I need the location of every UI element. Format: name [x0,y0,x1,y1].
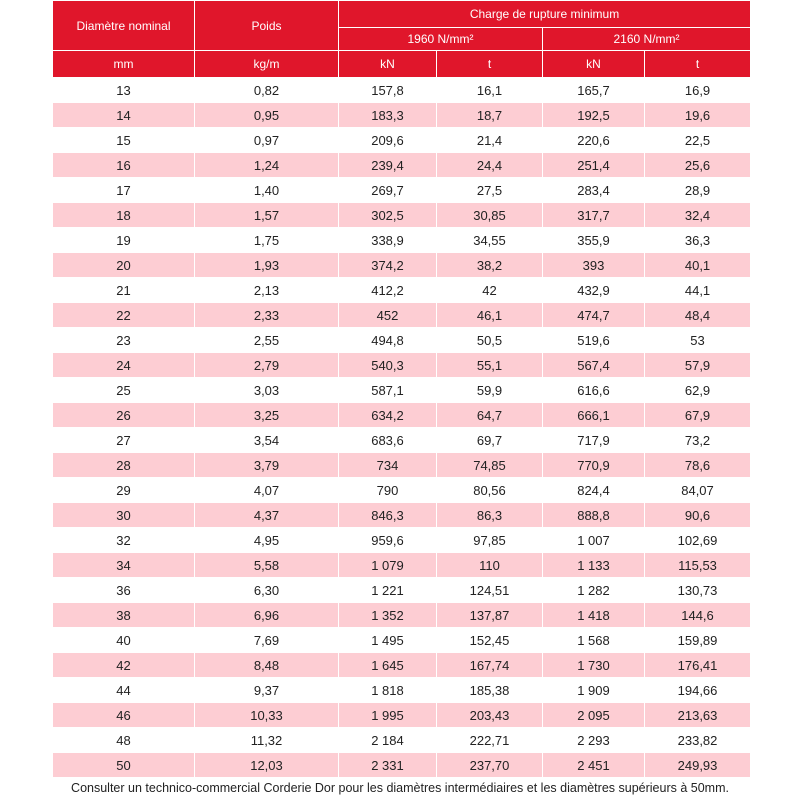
unit-kn-2160: kN [543,51,645,78]
kn-2160-cell: 1 282 [543,578,645,603]
poids-cell: 9,37 [195,678,339,703]
t-2160-cell: 78,6 [645,453,751,478]
kn-2160-cell: 432,9 [543,278,645,303]
t-1960-cell: 74,85 [437,453,543,478]
kn-1960-cell: 634,2 [339,403,437,428]
header-diametre-nominal: Diamètre nominal [53,1,195,51]
poids-cell: 12,03 [195,753,339,778]
kn-2160-cell: 1 730 [543,653,645,678]
diametre-cell: 16 [53,153,195,178]
kn-2160-cell: 251,4 [543,153,645,178]
t-1960-cell: 42 [437,278,543,303]
t-2160-cell: 19,6 [645,103,751,128]
t-1960-cell: 18,7 [437,103,543,128]
table-row [53,278,751,303]
t-1960-cell: 222,71 [437,728,543,753]
poids-cell: 4,95 [195,528,339,553]
unit-kg-m: kg/m [195,51,339,78]
table-row [53,578,751,603]
poids-cell: 0,95 [195,103,339,128]
unit-t-1960: t [437,51,543,78]
t-1960-cell: 203,43 [437,703,543,728]
table-row [53,78,751,103]
kn-1960-cell: 412,2 [339,278,437,303]
t-2160-cell: 176,41 [645,653,751,678]
diametre-cell: 21 [53,278,195,303]
kn-1960-cell: 338,9 [339,228,437,253]
poids-cell: 2,79 [195,353,339,378]
kn-2160-cell: 888,8 [543,503,645,528]
poids-cell: 1,24 [195,153,339,178]
table-row [53,253,751,278]
t-2160-cell: 130,73 [645,578,751,603]
t-2160-cell: 194,66 [645,678,751,703]
t-2160-cell: 84,07 [645,478,751,503]
t-2160-cell: 73,2 [645,428,751,453]
t-1960-cell: 24,4 [437,153,543,178]
kn-2160-cell: 355,9 [543,228,645,253]
t-1960-cell: 237,70 [437,753,543,778]
kn-2160-cell: 283,4 [543,178,645,203]
t-1960-cell: 167,74 [437,653,543,678]
kn-1960-cell: 157,8 [339,78,437,103]
kn-1960-cell: 1 818 [339,678,437,703]
diametre-cell: 23 [53,328,195,353]
kn-1960-cell: 587,1 [339,378,437,403]
kn-1960-cell: 1 645 [339,653,437,678]
diametre-cell: 36 [53,578,195,603]
poids-cell: 1,75 [195,228,339,253]
poids-cell: 3,79 [195,453,339,478]
header-charge-rupture: Charge de rupture minimum [339,1,751,28]
header-grade-2160: 2160 N/mm² [543,28,751,51]
kn-2160-cell: 1 418 [543,603,645,628]
diametre-cell: 30 [53,503,195,528]
diametre-cell: 27 [53,428,195,453]
diametre-cell: 28 [53,453,195,478]
kn-2160-cell: 317,7 [543,203,645,228]
kn-2160-cell: 1 909 [543,678,645,703]
kn-2160-cell: 666,1 [543,403,645,428]
poids-cell: 4,37 [195,503,339,528]
poids-cell: 4,07 [195,478,339,503]
diametre-cell: 20 [53,253,195,278]
table-row [53,228,751,253]
diametre-cell: 24 [53,353,195,378]
unit-kn-1960: kN [339,51,437,78]
poids-cell: 2,55 [195,328,339,353]
t-2160-cell: 233,82 [645,728,751,753]
t-1960-cell: 152,45 [437,628,543,653]
table-row [53,453,751,478]
diametre-cell: 38 [53,603,195,628]
table-row [53,728,751,753]
poids-cell: 0,82 [195,78,339,103]
t-2160-cell: 25,6 [645,153,751,178]
kn-2160-cell: 1 133 [543,553,645,578]
kn-2160-cell: 567,4 [543,353,645,378]
poids-cell: 3,54 [195,428,339,453]
t-2160-cell: 32,4 [645,203,751,228]
t-2160-cell: 62,9 [645,378,751,403]
t-1960-cell: 124,51 [437,578,543,603]
diametre-cell: 18 [53,203,195,228]
t-1960-cell: 50,5 [437,328,543,353]
table-row [53,553,751,578]
table-row [53,478,751,503]
footnote: Consulter un technico-commercial Corderie Dor pour les diamètres intermédiaires et les diamètres supérieurs à 50mm. [71,781,729,795]
poids-cell: 1,40 [195,178,339,203]
diametre-cell: 50 [53,753,195,778]
kn-2160-cell: 616,6 [543,378,645,403]
t-2160-cell: 28,9 [645,178,751,203]
kn-1960-cell: 269,7 [339,178,437,203]
kn-2160-cell: 824,4 [543,478,645,503]
t-1960-cell: 97,85 [437,528,543,553]
table-row [53,703,751,728]
kn-1960-cell: 1 079 [339,553,437,578]
t-1960-cell: 38,2 [437,253,543,278]
kn-1960-cell: 374,2 [339,253,437,278]
t-2160-cell: 213,63 [645,703,751,728]
diametre-cell: 29 [53,478,195,503]
diametre-cell: 22 [53,303,195,328]
table-row [53,628,751,653]
poids-cell: 3,03 [195,378,339,403]
poids-cell: 8,48 [195,653,339,678]
poids-cell: 3,25 [195,403,339,428]
kn-1960-cell: 2 331 [339,753,437,778]
t-1960-cell: 55,1 [437,353,543,378]
table-row [53,378,751,403]
poids-cell: 7,69 [195,628,339,653]
table-row [53,528,751,553]
table-row [53,328,751,353]
table-row [53,653,751,678]
t-2160-cell: 57,9 [645,353,751,378]
kn-1960-cell: 452 [339,303,437,328]
t-2160-cell: 159,89 [645,628,751,653]
t-1960-cell: 16,1 [437,78,543,103]
kn-2160-cell: 1 568 [543,628,645,653]
t-2160-cell: 144,6 [645,603,751,628]
kn-1960-cell: 302,5 [339,203,437,228]
kn-1960-cell: 2 184 [339,728,437,753]
kn-2160-cell: 192,5 [543,103,645,128]
t-2160-cell: 115,53 [645,553,751,578]
kn-2160-cell: 1 007 [543,528,645,553]
header-grade-1960: 1960 N/mm² [339,28,543,51]
table-row [53,603,751,628]
t-1960-cell: 64,7 [437,403,543,428]
kn-2160-cell: 165,7 [543,78,645,103]
diametre-cell: 19 [53,228,195,253]
kn-2160-cell: 474,7 [543,303,645,328]
t-2160-cell: 90,6 [645,503,751,528]
poids-cell: 6,96 [195,603,339,628]
table-row [53,203,751,228]
kn-1960-cell: 846,3 [339,503,437,528]
poids-cell: 2,13 [195,278,339,303]
kn-1960-cell: 239,4 [339,153,437,178]
t-1960-cell: 137,87 [437,603,543,628]
kn-2160-cell: 770,9 [543,453,645,478]
diametre-cell: 15 [53,128,195,153]
poids-cell: 1,57 [195,203,339,228]
diametre-cell: 34 [53,553,195,578]
kn-1960-cell: 540,3 [339,353,437,378]
table-header [53,1,751,78]
diametre-cell: 26 [53,403,195,428]
t-2160-cell: 102,69 [645,528,751,553]
kn-2160-cell: 220,6 [543,128,645,153]
kn-1960-cell: 183,3 [339,103,437,128]
kn-2160-cell: 2 095 [543,703,645,728]
poids-cell: 2,33 [195,303,339,328]
t-1960-cell: 21,4 [437,128,543,153]
table-row [53,153,751,178]
unit-t-2160: t [645,51,751,78]
diametre-cell: 40 [53,628,195,653]
table-row [53,128,751,153]
poids-cell: 6,30 [195,578,339,603]
diametre-cell: 42 [53,653,195,678]
t-1960-cell: 46,1 [437,303,543,328]
table-row [53,678,751,703]
unit-mm: mm [53,51,195,78]
poids-cell: 10,33 [195,703,339,728]
kn-2160-cell: 519,6 [543,328,645,353]
table-row [53,503,751,528]
t-1960-cell: 110 [437,553,543,578]
t-1960-cell: 80,56 [437,478,543,503]
diametre-cell: 25 [53,378,195,403]
diametre-cell: 48 [53,728,195,753]
t-1960-cell: 27,5 [437,178,543,203]
table-body [53,78,751,778]
kn-1960-cell: 1 352 [339,603,437,628]
breaking-load-table [52,0,751,778]
table-row [53,403,751,428]
poids-cell: 1,93 [195,253,339,278]
diametre-cell: 44 [53,678,195,703]
t-1960-cell: 59,9 [437,378,543,403]
table-row [53,753,751,778]
kn-1960-cell: 1 495 [339,628,437,653]
table-row [53,103,751,128]
diametre-cell: 46 [53,703,195,728]
kn-1960-cell: 959,6 [339,528,437,553]
t-2160-cell: 44,1 [645,278,751,303]
table-row [53,178,751,203]
kn-2160-cell: 2 451 [543,753,645,778]
kn-1960-cell: 1 221 [339,578,437,603]
kn-2160-cell: 717,9 [543,428,645,453]
t-2160-cell: 67,9 [645,403,751,428]
poids-cell: 11,32 [195,728,339,753]
t-2160-cell: 36,3 [645,228,751,253]
kn-2160-cell: 2 293 [543,728,645,753]
t-2160-cell: 22,5 [645,128,751,153]
poids-cell: 5,58 [195,553,339,578]
diametre-cell: 14 [53,103,195,128]
t-2160-cell: 48,4 [645,303,751,328]
t-1960-cell: 86,3 [437,503,543,528]
t-1960-cell: 30,85 [437,203,543,228]
t-2160-cell: 16,9 [645,78,751,103]
diametre-cell: 17 [53,178,195,203]
table-row [53,428,751,453]
kn-2160-cell: 393 [543,253,645,278]
kn-1960-cell: 209,6 [339,128,437,153]
t-2160-cell: 53 [645,328,751,353]
t-1960-cell: 69,7 [437,428,543,453]
table-row [53,303,751,328]
t-2160-cell: 40,1 [645,253,751,278]
t-1960-cell: 34,55 [437,228,543,253]
kn-1960-cell: 790 [339,478,437,503]
poids-cell: 0,97 [195,128,339,153]
kn-1960-cell: 494,8 [339,328,437,353]
table-row [53,353,751,378]
diametre-cell: 32 [53,528,195,553]
kn-1960-cell: 734 [339,453,437,478]
kn-1960-cell: 683,6 [339,428,437,453]
diametre-cell: 13 [53,78,195,103]
header-poids: Poids [195,1,339,51]
t-2160-cell: 249,93 [645,753,751,778]
kn-1960-cell: 1 995 [339,703,437,728]
t-1960-cell: 185,38 [437,678,543,703]
